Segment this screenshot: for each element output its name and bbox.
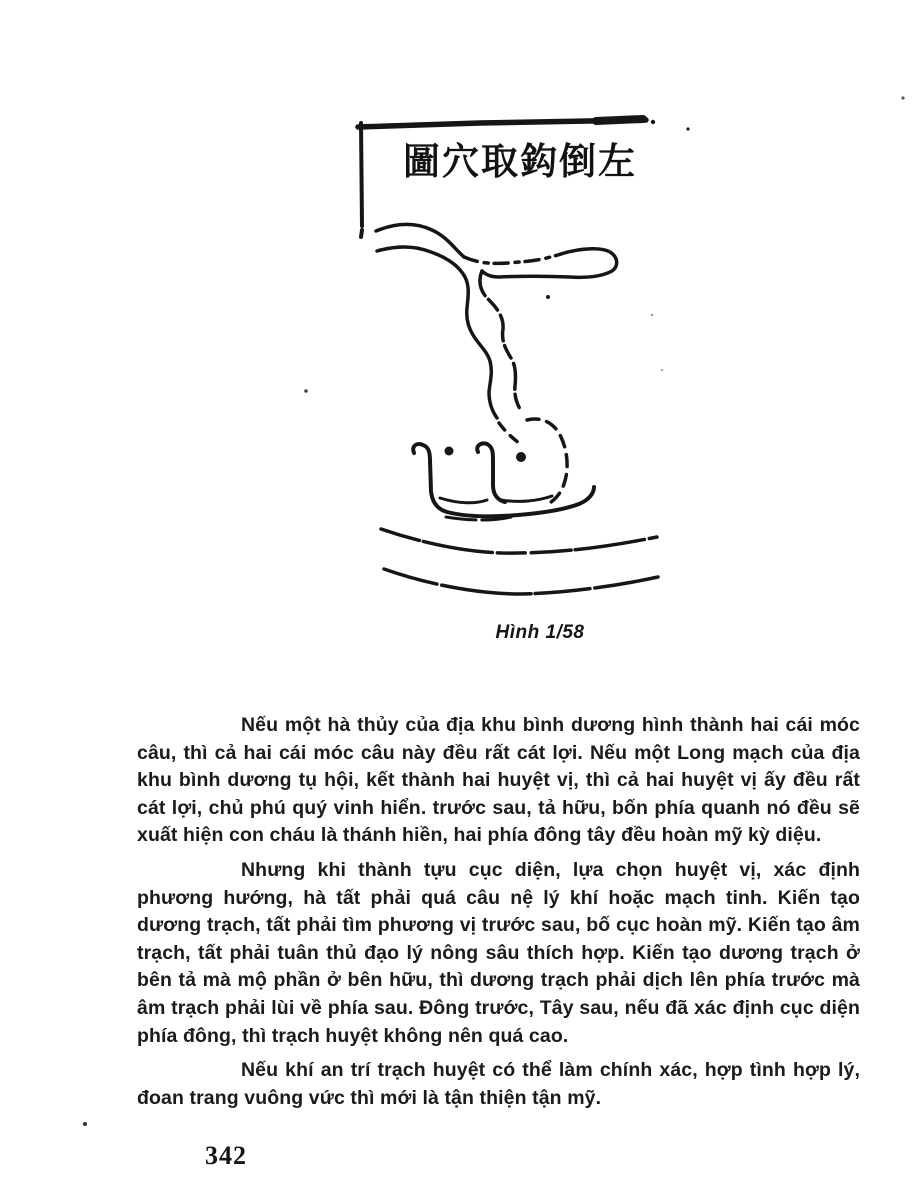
water-arc-lower — [384, 569, 658, 594]
hook-middle-prong — [477, 443, 505, 502]
figure-frame-top-thick-end — [596, 119, 643, 121]
scan-speck — [651, 314, 653, 316]
page-number: 342 — [205, 1141, 247, 1170]
scan-speck — [304, 389, 308, 393]
stream-left-edge-dashes — [499, 423, 519, 443]
figure-caption: Hình 1/58 — [495, 622, 585, 643]
scan-speck — [83, 1122, 87, 1126]
river-top-edge — [376, 225, 464, 258]
body-text — [137, 712, 860, 1119]
hook-inner-bottom-left — [440, 498, 487, 503]
scan-speck — [901, 96, 904, 99]
hook-inner-bottom-right — [501, 496, 552, 501]
enclosure-dashed-curve — [527, 419, 567, 504]
river-top-edge-dashes — [464, 254, 561, 263]
stream-right-edge — [480, 271, 521, 411]
paragraph-1: Nếu một hà thủy của địa khu bình dương hình thành hai cái móc câu, thì cả hai cái móc câu này đều rất cát lợi. Nếu một Long mạch của địa khu bình dương tụ hội, kết thành hai huyệt vị, thì cả hai huyệt vị ấy đều rất cát lợi, chủ phú quý vinh hiển. trước sau, tả hữu, bốn phía quanh nó đều sẽ xuất hiện con cháu là thánh hiền, hai phía đông tây đều hoàn mỹ kỳ diệu. — [137, 714, 860, 847]
scan-speck — [686, 127, 689, 130]
figure-title-cjk: 圖穴取鈎倒左 — [403, 141, 637, 182]
stream-left-edge — [377, 247, 497, 418]
figure-frame-left — [361, 123, 362, 237]
scan-speck — [546, 295, 550, 299]
paragraph-2: Nhưng khi thành tựu cục diện, lựa chọn huyệt vị, xác định phương hướng, hà tất phải quá câu nệ lý khí hoặc mạch tinh. Kiến tạo dương trạch, tất phải tìm phương vị trước sau, bố cục hoàn mỹ. Kiến tạo âm trạch, tất phải tuân thủ đạo lý nông sâu thích hợp. Kiến tạo dương trạch ở bên tả mà mộ phần ở bên hữu, thì dương trạch phải dịch lên phía trước mà âm trạch phải lùi về phía sau. Đông trước, Tây sau, nếu đã xác định cục diện phía đông, thì trạch huyệt không nên quá cao. — [137, 858, 860, 1047]
scan-speck — [651, 120, 655, 124]
grave-dot-right — [516, 452, 526, 462]
paragraph-3: Nếu khí an trí trạch huyệt có thể làm chính xác, hợp tình hợp lý, đoan trang vuông vức thì mới là tận thiện tận mỹ. — [137, 1059, 860, 1109]
scan-speck — [661, 369, 663, 371]
grave-dot-left — [445, 447, 454, 456]
water-arc-upper — [381, 529, 657, 553]
